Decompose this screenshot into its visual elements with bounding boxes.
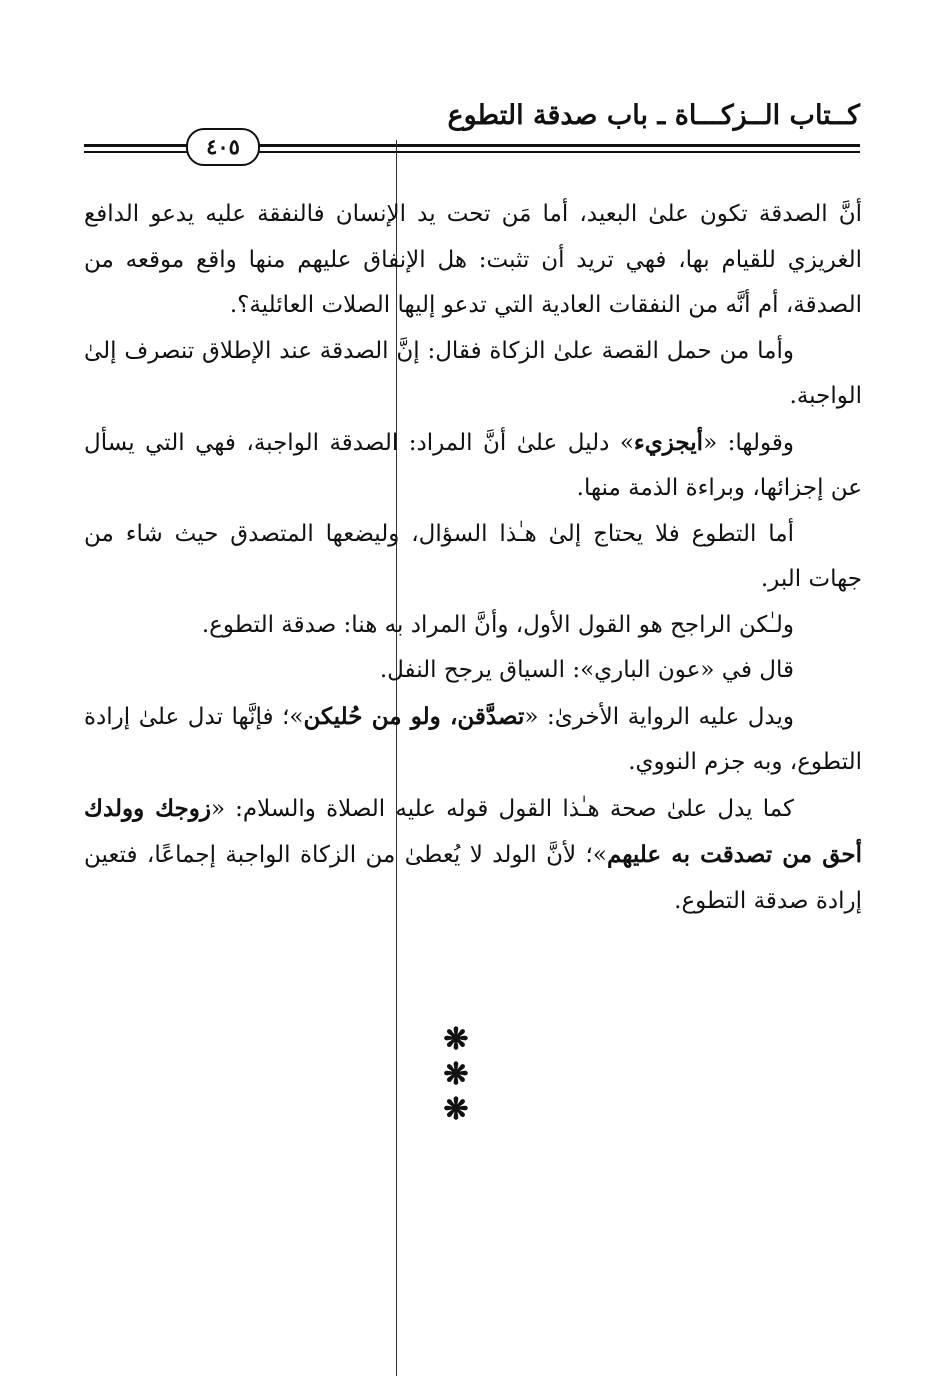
paragraph-p6 bbox=[84, 648, 862, 694]
body-text bbox=[84, 192, 862, 924]
text-run: وقولها: « bbox=[703, 429, 794, 456]
emphasized-quote: أيجزيء bbox=[633, 428, 704, 456]
paragraph-p7 bbox=[84, 694, 862, 786]
page-number: ٤٠٥ bbox=[186, 128, 260, 166]
paragraph-p3 bbox=[84, 420, 862, 512]
emphasized-quote: تصدَّقن، ولو من حُليكن bbox=[303, 702, 525, 730]
header-title: كــتاب الــزكـــاة ـ باب صدقة التطوع bbox=[447, 100, 860, 131]
text-run: ويدل عليه الرواية الأخرىٰ: « bbox=[524, 703, 795, 730]
paragraph-p8 bbox=[84, 786, 862, 925]
text-run: »؛ فإنَّها تدل علىٰ إرادة التطوع، وبه جزم النووي. bbox=[84, 703, 862, 775]
paragraph-p4 bbox=[84, 512, 862, 603]
text-run: قال في «عون الباري»: السياق يرجح النفل. bbox=[379, 657, 794, 683]
text-run: أنَّ الصدقة تكون علىٰ البعيد، أما مَن تحت يد الإنسان فالنفقة عليه يدعو الدافع الغريزي للقيام بها، فهي تريد أن تثبت: هل الإنفاق عليهم منها واقع موقعه من الصدقة، أم أنَّه من النفقات العادية التي تدعو إليها الصلات العائلية؟. bbox=[84, 201, 862, 318]
paragraph-p1 bbox=[84, 192, 862, 329]
text-run: كما يدل علىٰ صحة هـٰذا القول قوله عليه الصلاة والسلام: « bbox=[210, 795, 794, 822]
text-run: » دليل علىٰ أنَّ المراد: الصدقة الواجبة، فهي التي يسأل عن إجزائها، وبراءة الذمة منها. bbox=[84, 429, 862, 501]
paragraph-p2 bbox=[84, 329, 862, 420]
section-separator: ❋ ❋ ❋ bbox=[443, 1022, 497, 1127]
text-run: ولـٰكن الراجح هو القول الأول، وأنَّ المراد به هنا: صدقة التطوع. bbox=[201, 611, 794, 638]
paragraph-p5 bbox=[84, 603, 862, 649]
text-run: وأما من حمل القصة علىٰ الزكاة فقال: إنَّ الصدقة عند الإطلاق تنصرف إلىٰ الواجبة. bbox=[84, 337, 862, 409]
text-run: أما التطوع فلا يحتاج إلىٰ هـٰذا السؤال، وليضعها المتصدق حيث شاء من جهات البر. bbox=[84, 520, 862, 592]
text-run: »؛ لأنَّ الولد لا يُعطىٰ من الزكاة الواجبة إجماعًا، فتعين إرادة صدقة التطوع. bbox=[84, 842, 862, 914]
emphasized-quote: زوجك وولدك أحق من تصدقت به عليهم bbox=[84, 794, 862, 868]
